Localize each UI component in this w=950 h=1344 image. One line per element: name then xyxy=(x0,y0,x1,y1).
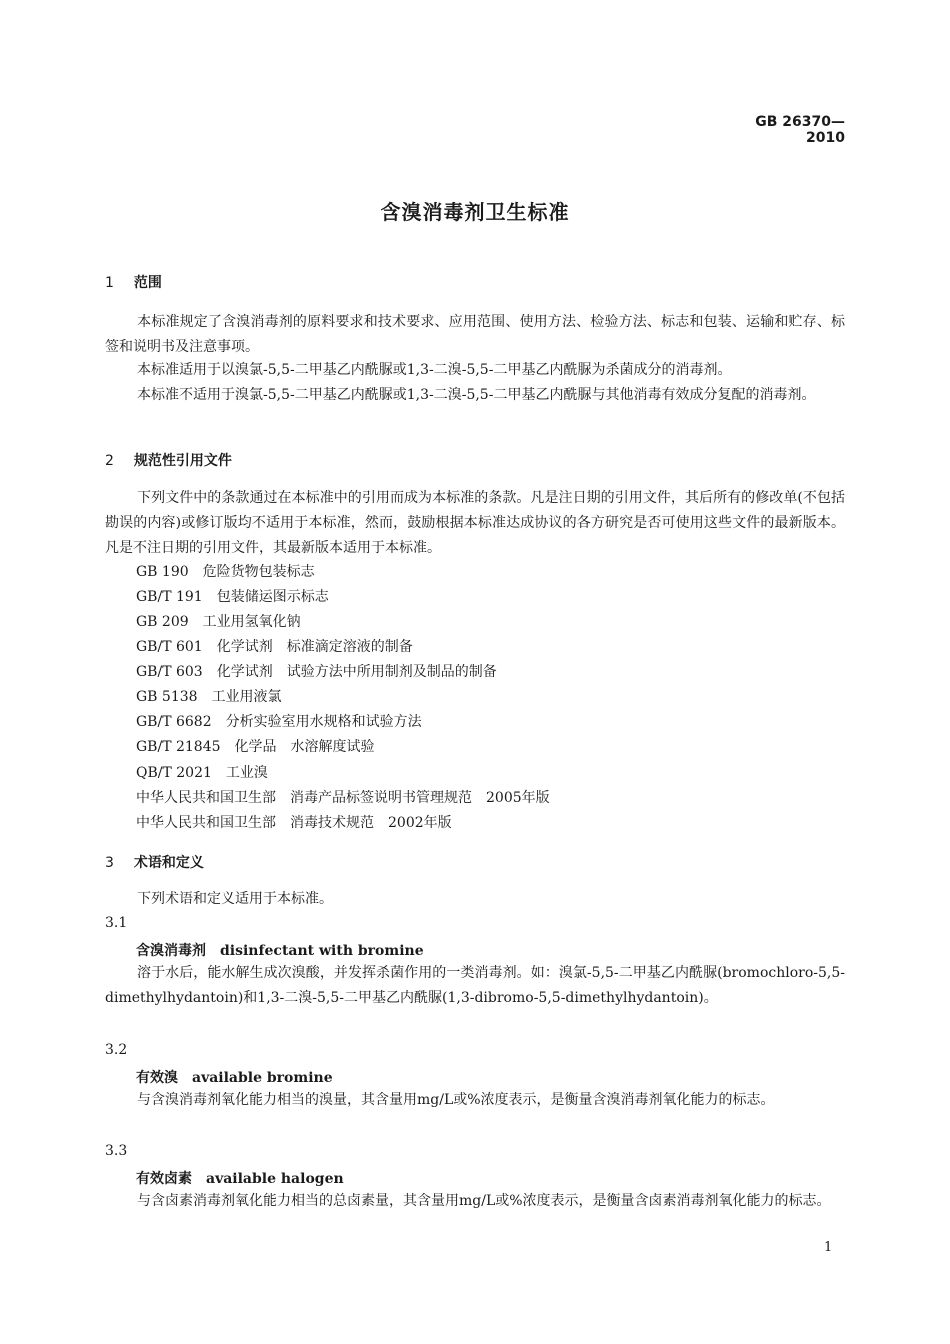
scope-paragraph-3 xyxy=(105,383,845,408)
reference-code: 中华人民共和国卫生部 xyxy=(136,790,276,806)
section-3-heading xyxy=(105,852,204,872)
reference-item xyxy=(136,712,422,732)
term-english: available halogen xyxy=(206,1171,344,1187)
reference-item xyxy=(136,587,329,607)
reference-item xyxy=(136,562,315,582)
page-number: 1 xyxy=(824,1240,833,1255)
section-number: 2 xyxy=(105,453,114,469)
term-english: disinfectant with bromine xyxy=(220,943,424,959)
term-definition xyxy=(105,1189,845,1214)
paragraph-text: 下列术语和定义适用于本标准。 xyxy=(137,891,333,907)
reference-code: 中华人民共和国卫生部 xyxy=(136,815,276,831)
reference-item xyxy=(136,637,413,657)
reference-title: 工业用氢氧化钠 xyxy=(202,614,301,630)
section-title: 范围 xyxy=(133,275,162,291)
reference-code: GB/T 191 xyxy=(136,589,203,605)
section-title: 术语和定义 xyxy=(133,855,204,871)
section-2-heading xyxy=(105,450,232,470)
paragraph-text: 本标准规定了含溴消毒剂的原料要求和技术要求、应用范围、使用方法、检验方法、标志和包装、运输和贮存、标签和说明书及注意事项。 xyxy=(105,314,845,355)
reference-item xyxy=(136,737,375,757)
reference-item xyxy=(136,763,268,783)
standard-code: GB 26370—2010 xyxy=(755,114,845,146)
term-definition xyxy=(105,1088,845,1113)
paragraph-text: 与含溴消毒剂氧化能力相当的溴量，其含量用mg/L或%浓度表示，是衡量含溴消毒剂氧化能力的标志。 xyxy=(137,1092,775,1108)
paragraph-text: 溶于水后，能水解生成次溴酸，并发挥杀菌作用的一类消毒剂。如：溴氯-5,5-二甲基乙内酰脲(bromochloro-5,5-dimethylhydantoin)和1,3-二溴-5,5-二甲基乙内酰脲(1,3-dibromo-5,5-dimethylhydantoin)。 xyxy=(105,965,845,1006)
term-heading xyxy=(136,1067,333,1087)
section-number: 1 xyxy=(105,275,114,291)
term-english: available bromine xyxy=(192,1070,333,1086)
scope-paragraph-1 xyxy=(105,310,845,360)
reference-title: 工业溴 xyxy=(225,765,268,781)
paragraph-text: 本标准不适用于溴氯-5,5-二甲基乙内酰脲或1,3-二溴-5,5-二甲基乙内酰脲与其他消毒有效成分复配的消毒剂。 xyxy=(137,387,816,403)
reference-title: 消毒技术规范 2002年版 xyxy=(290,815,452,831)
reference-code: GB/T 6682 xyxy=(136,714,212,730)
document-title: 含溴消毒剂卫生标准 xyxy=(380,200,570,224)
term-definition xyxy=(105,961,845,1011)
reference-title: 化学试剂 试验方法中所用制剂及制品的制备 xyxy=(216,664,497,680)
reference-code: GB/T 21845 xyxy=(136,739,221,755)
reference-code: GB/T 603 xyxy=(136,664,203,680)
term-chinese: 有效溴 xyxy=(136,1070,178,1086)
reference-title: 消毒产品标签说明书管理规范 2005年版 xyxy=(290,790,550,806)
reference-title: 化学试剂 标准滴定溶液的制备 xyxy=(216,639,413,655)
reference-title: 分析实验室用水规格和试验方法 xyxy=(225,714,422,730)
paragraph-text: 本标准适用于以溴氯-5,5-二甲基乙内酰脲或1,3-二溴-5,5-二甲基乙内酰脲为杀菌成分的消毒剂。 xyxy=(137,362,732,378)
term-chinese: 含溴消毒剂 xyxy=(136,943,206,959)
paragraph-text: 与含卤素消毒剂氧化能力相当的总卤素量，其含量用mg/L或%浓度表示，是衡量含卤素消毒剂氧化能力的标志。 xyxy=(137,1193,831,1209)
reference-item xyxy=(136,813,452,833)
references-intro xyxy=(105,486,845,561)
reference-item xyxy=(136,687,282,707)
section-title: 规范性引用文件 xyxy=(133,453,232,469)
reference-code: GB 209 xyxy=(136,614,189,630)
term-chinese: 有效卤素 xyxy=(136,1171,192,1187)
reference-title: 危险货物包装标志 xyxy=(202,564,315,580)
scope-paragraph-2 xyxy=(105,358,845,383)
reference-title: 包装储运图示标志 xyxy=(216,589,329,605)
reference-code: GB 5138 xyxy=(136,689,198,705)
term-number: 3.1 xyxy=(105,915,128,931)
reference-item xyxy=(136,612,301,632)
term-number: 3.3 xyxy=(105,1143,128,1159)
reference-code: GB/T 601 xyxy=(136,639,203,655)
terms-intro xyxy=(105,887,845,912)
reference-code: QB/T 2021 xyxy=(136,765,212,781)
reference-title: 化学品 水溶解度试验 xyxy=(234,739,375,755)
term-heading xyxy=(136,1168,344,1188)
reference-title: 工业用液氯 xyxy=(211,689,282,705)
reference-item xyxy=(136,662,497,682)
reference-item xyxy=(136,788,550,808)
section-1-heading xyxy=(105,272,162,292)
section-number: 3 xyxy=(105,855,114,871)
term-number: 3.2 xyxy=(105,1042,128,1058)
term-heading xyxy=(136,940,424,960)
paragraph-text: 下列文件中的条款通过在本标准中的引用而成为本标准的条款。凡是注日期的引用文件，其后所有的修改单(不包括勘误的内容)或修订版均不适用于本标准，然而，鼓励根据本标准达成协议的各方研究是否可使用这些文件的最新版本。凡是不注日期的引用文件，其最新版本适用于本标准。 xyxy=(105,490,845,556)
reference-code: GB 190 xyxy=(136,564,189,580)
